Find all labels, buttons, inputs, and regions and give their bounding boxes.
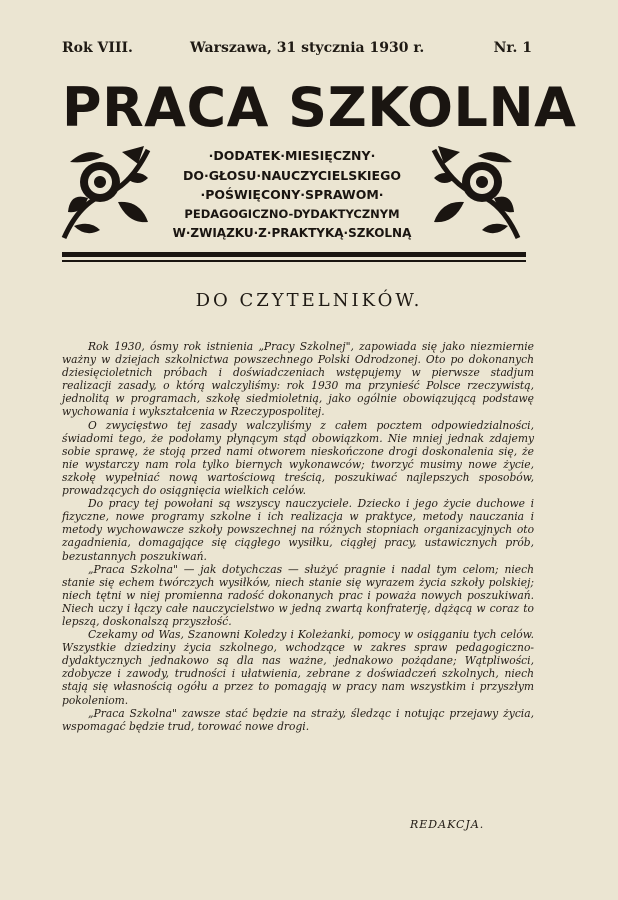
floral-ornament-left-icon	[60, 142, 152, 242]
subtitle-line: DO·GŁOSU·NAUCZYCIELSKIEGO	[183, 167, 401, 183]
article-paragraph: Czekamy od Was, Szanowni Koledzy i Koleżanki, pomocy w osiąganiu tych celów. Wszystkie dziedziny życia szkolnego, wchodzące w zakres spraw pedagogiczno-dydaktycznych jednakowo są dla nas ważne, jednakowo pożądane; Wątpliwości, zdobycze i zawody, trudności i ułatwienia, zebrane z doświadczeń szkolnych, niech stają się własnością ogółu a przez to pomagają w pracy nam wszystkim i przyszłym pokoleniom.	[62, 628, 534, 707]
masthead-subtitle	[152, 146, 432, 244]
article-paragraph: O zwycięstwo tej zasady walczyliśmy z całem pocztem odpowiedzialności, świadomi tego, że podołamy płynącym stąd obowiązkom. Nie mniej jednak zdajemy sobie sprawę, że stoją przed nami otworem nieskończone drogi doskonalenia się, że nie wystarczy nam rola tylko biernych wykonawców; tworzyć musimy nowe życie, szkołę wypełniać nową wartościową treścią, poszukiwać najlepszych sposobów, prowadzących do osiągnięcia wielkich celów.	[62, 418, 534, 498]
article-title: DO CZYTELNIKÓW.	[195, 290, 423, 311]
masthead-rule-thick	[62, 252, 526, 257]
issue-header	[62, 40, 532, 60]
volume-year: Rok VIII.	[62, 40, 133, 56]
issue-date: Warszawa, 31 stycznia 1930 r.	[190, 40, 425, 56]
article-body	[62, 340, 534, 733]
article-paragraph: „Praca Szkolna" zawsze stać będzie na straży, śledząc i notując przejawy życia, wspomagać będzie trud, torować nowe drogi.	[62, 706, 534, 733]
article-paragraph: Do pracy tej powołani są wszyscy nauczyciele. Dziecko i jego życie duchowe i fizyczne, nowe programy szkolne i ich realizacja w praktyce, metody nauczania i metody wychowawcze szkoły powszechnej na różnych stopniach organizacyjnych oto zagadnienia, domagające się ciągłego wysiłku, ciągłej pracy, ustawicznych prób, bezustannych poszukiwań.	[62, 497, 534, 563]
subtitle-line: PEDAGOGICZNO-DYDAKTYCZNYM	[184, 206, 400, 221]
article-paragraph: Rok 1930, ósmy rok istnienia „Pracy Szkolnej", zapowiada się jako niezmiernie ważny w dziejach szkolnictwa powszechnego Polski Odrodzonej. Oto po dokonanych dziesięcioletnich próbach i doświadczeniach wstępujemy w pierwsze stadjum realizacji zasady, o którą walczyliśmy: rok 1930 ma przynieść Polsce rzeczywistą, jednolitą w programach, szkołę siedmioletnią, jako ogólnie obowiązującą podstawę wychowania i wykształcenia w Rzeczypospolitej.	[62, 340, 534, 419]
article-signature: REDAKCJA.	[410, 818, 485, 831]
article-paragraph: „Praca Szkolna" — jak dotychczas — służyć pragnie i nadal tym celom; niech stanie się echem twórczych wysiłków, niech stanie się wyrazem życia szkoły polskiej; niech tętni w niej promienna radość dokonanych prac i poważa nowych poszukiwań. Niech uczy i łączy całe nauczycielstwo w jedną zwartą konfraterję, dążącą w coraz to lepszą, doskonalszą przyszłość.	[62, 562, 534, 628]
subtitle-line: ·DODATEK·MIESIĘCZNY·	[208, 148, 376, 163]
issue-number: Nr. 1	[493, 40, 532, 56]
masthead-title: PRACA SZKOLNA	[62, 76, 577, 139]
masthead-rule-thin	[62, 260, 526, 262]
subtitle-line: ·POŚWIĘCONY·SPRAWOM·	[200, 187, 384, 202]
floral-ornament-right-icon	[430, 142, 522, 242]
subtitle-line: W·ZWIĄZKU·Z·PRAKTYKĄ·SZKOLNĄ	[172, 226, 412, 240]
